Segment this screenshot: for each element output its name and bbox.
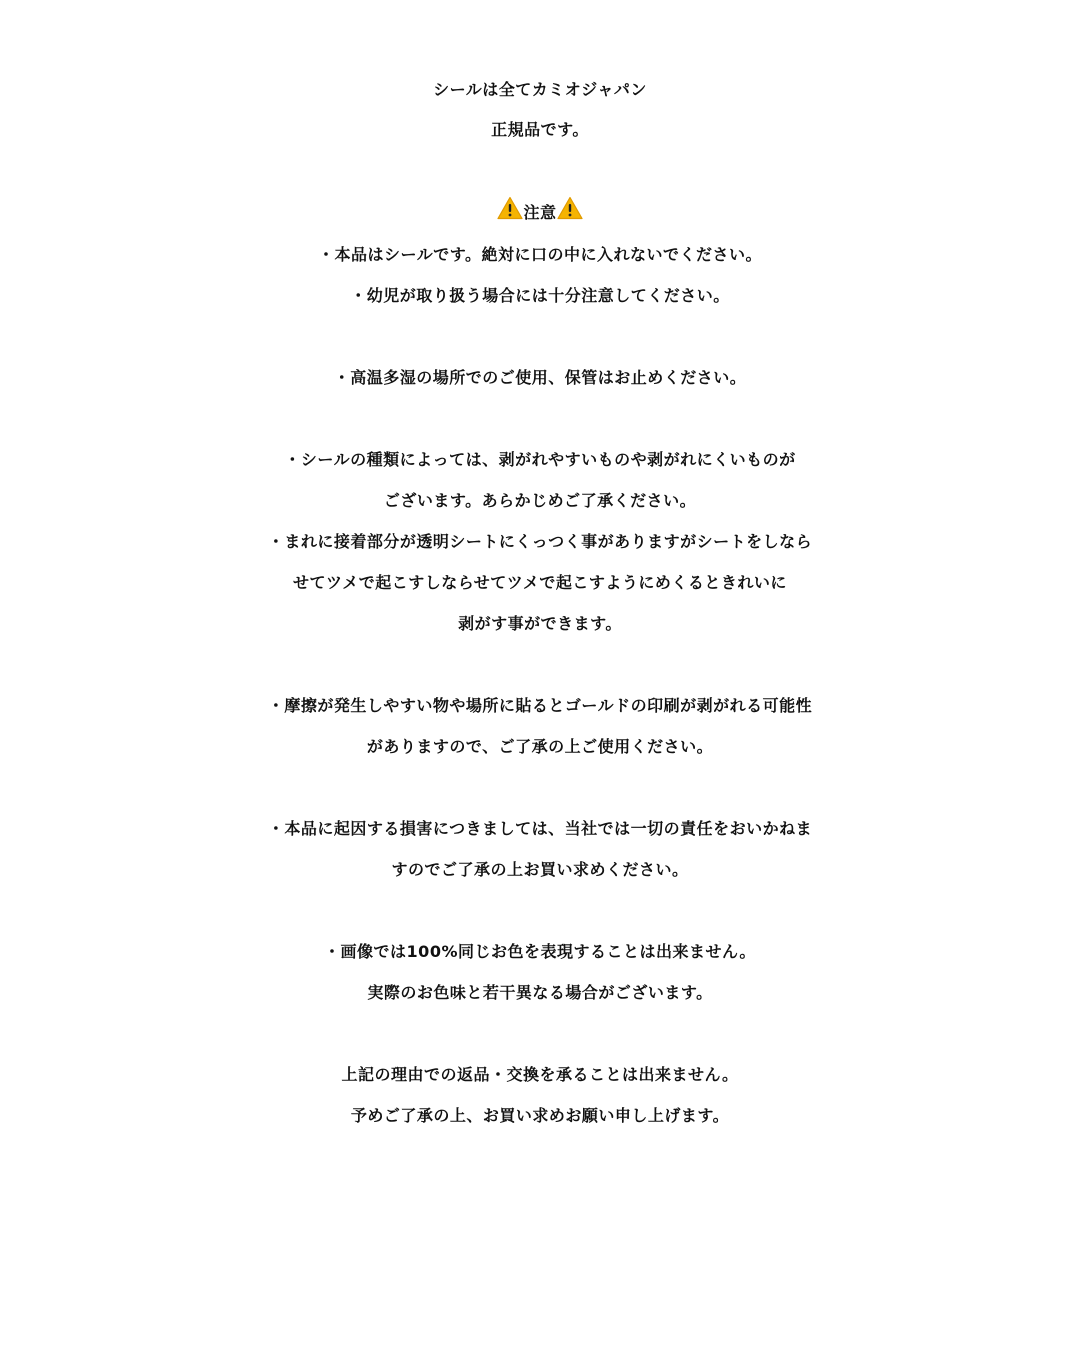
caution-line-7: せてツメで起こすしならせてツメで起こすようにめくるときれいに — [293, 573, 787, 592]
caution-line-8: 剥がす事ができます。 — [458, 614, 622, 633]
caution-line-6: ・まれに接着部分が透明シートにくっつく事がありますがシートをしなら — [267, 532, 813, 551]
caution-heading-row — [0, 193, 1080, 233]
caution-line-12: すのでご了承の上お買い求めください。 — [391, 860, 689, 879]
caution-line-13: ・画像では100%同じお色を表現することは出来ません。 — [324, 942, 756, 961]
caution-line-1: ・本品はシールです。絶対に口の中に入れないでください。 — [318, 245, 762, 264]
caution-line-5: ございます。あらかじめご了承ください。 — [383, 491, 697, 510]
caution-line-3: ・高温多湿の場所でのご使用、保管はお止めください。 — [333, 368, 747, 387]
warning-icon — [497, 196, 523, 220]
warning-icon — [557, 196, 583, 220]
caution-line-11: ・本品に起因する損害につきましては、当社では一切の責任をおいかねま — [267, 819, 813, 838]
intro-line-1: シールは全てカミオジャパン — [433, 80, 647, 99]
caution-line-14: 実際のお色味と若干異なる場合がございます。 — [367, 983, 713, 1002]
caution-line-9: ・摩擦が発生しやすい物や場所に貼るとゴールドの印刷が剥がれる可能性 — [267, 696, 813, 715]
caution-heading: 注意 — [523, 203, 557, 222]
caution-line-10: がありますので、ご了承の上ご使用ください。 — [366, 737, 714, 756]
caution-line-2: ・幼児が取り扱う場合には十分注意してください。 — [350, 286, 730, 305]
closing-line-1: 上記の理由での返品・交換を承ることは出来ません。 — [341, 1065, 739, 1084]
caution-line-4: ・シールの種類によっては、剥がれやすいものや剥がれにくいものが — [284, 450, 796, 469]
intro-line-2: 正規品です。 — [491, 120, 589, 139]
closing-line-2: 予めご了承の上、お買い求めお願い申し上げます。 — [350, 1106, 730, 1125]
